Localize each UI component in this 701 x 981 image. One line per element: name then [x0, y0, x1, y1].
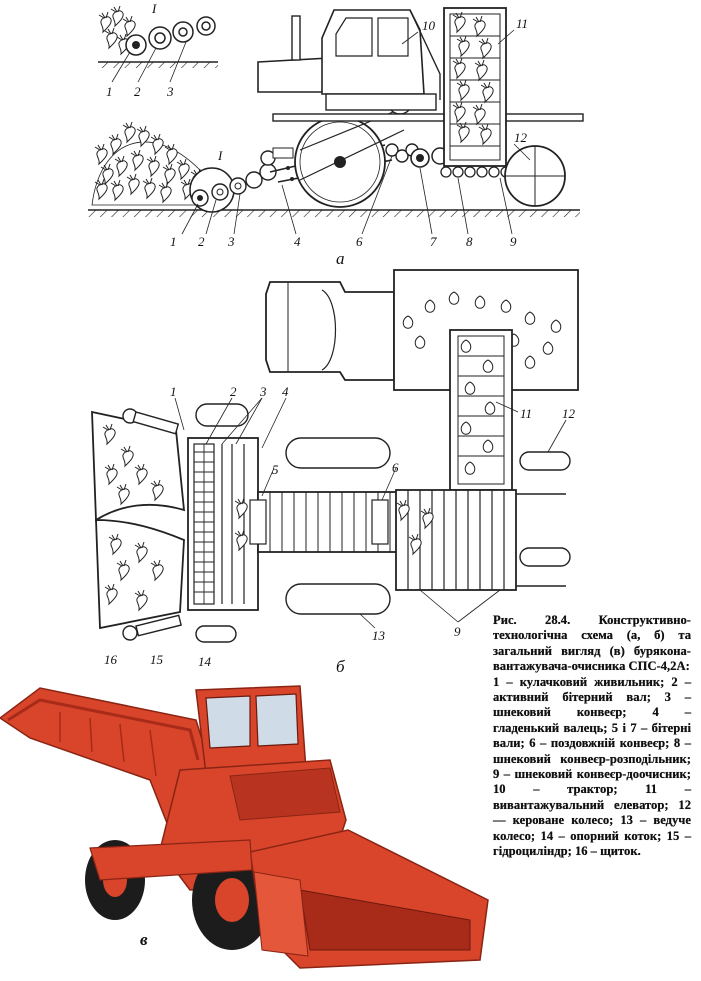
inset-number-3: 3 — [167, 84, 174, 99]
side-view-section-label: I — [218, 148, 223, 163]
plan-number-16: 16 — [104, 652, 117, 667]
caption-legend: 1 – кулачковий живильник; 2 – активний бітерний вал; 3 – шнековий конвеєр; 4 – гладенький валець; 5 і 7 – бітерні вали; 6 – поздовжній конвеєр; 8 – шнековий конвеєр-розподільник; 9 – шнековий конвеєр-доочисник; 10 – трактор; 11 – вивантажувальний елеватор; 12 — кероване колесо; 13 – ведуче колесо; 14 – опорний коток; 15 – гідроциліндр; 16 – щиток. — [493, 674, 691, 859]
plan-number-12: 12 — [562, 406, 575, 421]
inset-section-label: I — [152, 1, 157, 16]
panel-label-c: в — [140, 930, 148, 949]
plan-number-15: 15 — [150, 652, 163, 667]
plan-number-11: 11 — [520, 406, 533, 421]
caption-heading: Рис. 28.4. Конструктивно-технологічна схема (а, б) та загальний вигляд (в) буряконавантажувача-очисника СПС-4,2А: — [493, 613, 691, 674]
plan-number-14: 14 — [198, 654, 211, 669]
side-number-3: 3 — [228, 234, 235, 249]
side-number-1: 1 — [170, 234, 177, 249]
plan-number-13: 13 — [372, 628, 385, 643]
inset-number-1: 1 — [106, 84, 113, 99]
plan-number-3: 3 — [260, 384, 267, 399]
plan-number-2: 2 — [230, 384, 237, 399]
side-number-6: 6 — [356, 234, 363, 249]
side-number-11: 11 — [516, 16, 529, 31]
unloading-elevator — [444, 8, 506, 166]
figure-caption — [493, 613, 691, 860]
side-number-8: 8 — [466, 234, 473, 249]
plan-number-5: 5 — [272, 462, 279, 477]
panel-label-a: а — [336, 249, 345, 268]
inset-number-2: 2 — [134, 84, 141, 99]
panel-label-b: б — [336, 657, 345, 676]
plan-number-6: 6 — [392, 460, 399, 475]
side-number-7: 7 — [430, 234, 437, 249]
side-number-10: 10 — [422, 18, 435, 33]
plan-number-1: 1 — [170, 384, 177, 399]
tractor — [258, 10, 440, 110]
side-number-12: 12 — [514, 130, 527, 145]
side-number-4: 4 — [294, 234, 301, 249]
side-number-2: 2 — [198, 234, 205, 249]
plan-number-4: 4 — [282, 384, 289, 399]
machine-photo — [0, 686, 488, 968]
inset-diagram — [98, 1, 218, 99]
plan-number-9: 9 — [454, 624, 461, 639]
side-number-9: 9 — [510, 234, 517, 249]
